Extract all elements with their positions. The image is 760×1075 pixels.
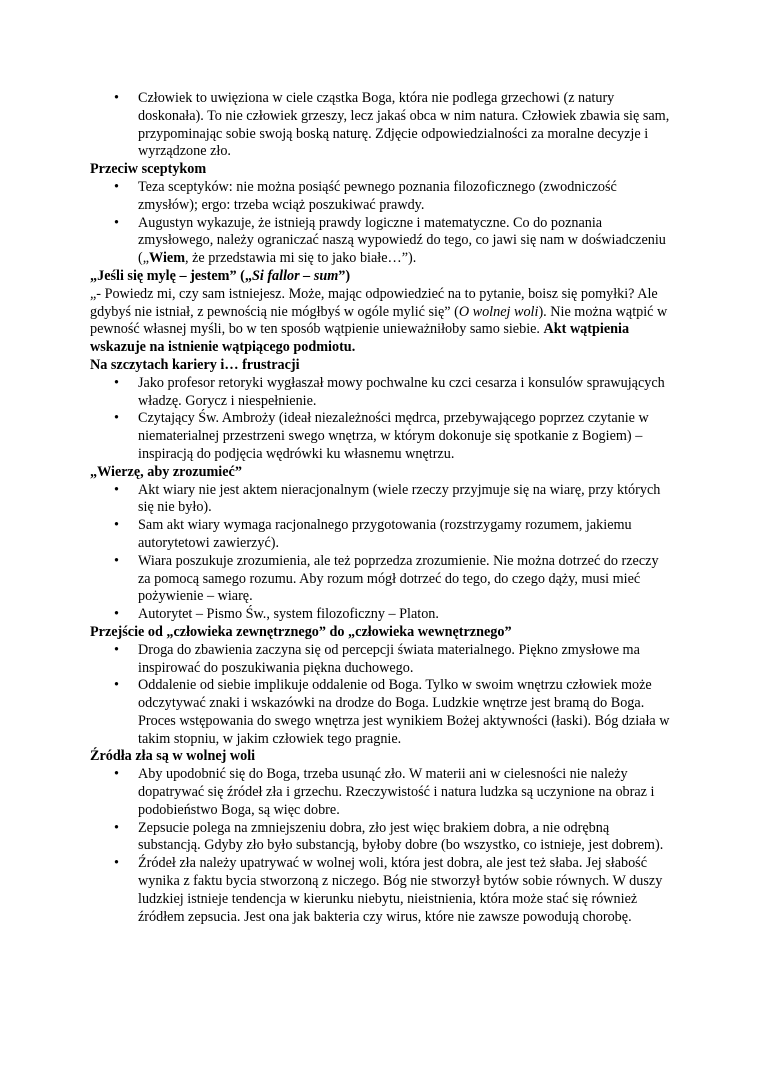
quote-text: ). Nie można wątpić w pewność własnej myśli, bo w ten sposób wątpienie unieważniłoby samo siebie.	[90, 303, 668, 338]
bullet-list	[90, 766, 672, 926]
list-item: • Jako profesor retoryki wygłaszał mowy pochwalne ku czci cesarza i konsulów sprawujących władzę. Gorycz i niespełnienie.	[90, 375, 672, 411]
list-item	[90, 215, 672, 268]
list-item: • Aby upodobnić się do Boga, trzeba usunąć zło. W materii ani w cielesności nie należy dopatrywać się źródeł zła i grzechu. Rzeczywistość i natura ludzka są uczynione na obraz i podobieństwo Boga, są więc dobre.	[90, 766, 672, 819]
bullet-list	[90, 90, 672, 161]
list-item: • Źródeł zła należy upatrywać w wolnej woli, która jest dobra, ale jest też słaba. Jej słabość wynika z faktu bycia stworzoną z niczego. Bóg nie stworzył bytów sobie równych. W duszy ludzkiej istnieje tendencja w kierunku niebytu, nieistnienia, która może stać się również źródłem zepsucia. Jest ona jak bakteria czy wirus, które nie zawsze powodują chorobę.	[90, 855, 672, 926]
list-item: • Akt wiary nie jest aktem nieracjonalnym (wiele rzeczy przyjmuje się na wiarę, przy których się nie było).	[90, 482, 672, 518]
heading-italic-text: Si fallor – sum	[251, 267, 339, 284]
section-heading: Przeciw sceptykom	[90, 161, 207, 178]
bullet-list	[90, 375, 672, 464]
quote-bold-text: Akt wątpienia wskazuje na istnienie wątpiącego podmiotu.	[90, 321, 630, 356]
bullet-list	[90, 642, 672, 749]
document-page	[90, 90, 672, 926]
heading-text: ”)	[338, 267, 351, 284]
list-item: • Droga do zbawienia zaczyna się od percepcji świata materialnego. Piękno zmysłowe ma inspirować do poszukiwania piękna duchowego.	[90, 642, 672, 678]
list-item: • Autorytet – Pismo Św., system filozoficzny – Platon.	[90, 606, 672, 624]
section-heading	[90, 268, 672, 286]
bullet-list	[90, 482, 672, 624]
list-item: • Teza sceptyków: nie można posiąść pewnego poznania filozoficznego (zwodniczość zmysłów); ergo: trzeba wciąż poszukiwać prawdy.	[90, 179, 672, 215]
section-heading: „Wierzę, aby zrozumieć”	[90, 463, 242, 480]
list-item: • Czytający Św. Ambroży (ideał niezależności mędrca, przebywającego poprzez czytanie w niematerialnej przestrzeni swego wnętrza, w którym dokonuje się spotkanie z Bogiem) – inspiracją do podjęcia wędrówki ku własnemu wnętrzu.	[90, 410, 672, 463]
section-heading: Przejście od „człowieka zewnętrznego” do „człowieka wewnętrznego”	[90, 623, 512, 640]
heading-text: „Jeśli się mylę – jestem” („	[90, 267, 252, 284]
list-item: • Oddalenie od siebie implikuje oddalenie od Boga. Tylko w swoim wnętrzu człowiek może odczytywać znaki i wskazówki na drodze do Boga. Ludzkie wnętrze jest bramą do Boga. Proces wstępowania do swego wnętrza jest wynikiem Bożej aktywności (łaski). Bóg działa w takim stopniu, w jakim człowiek tego pragnie.	[90, 677, 672, 748]
item-bold-text: Wiem	[149, 250, 186, 267]
bullet-list	[90, 179, 672, 268]
list-item: • Zepsucie polega na zmniejszeniu dobra, zło jest więc brakiem dobra, a nie odrębną substancją. Gdyby zło było substancją, byłoby dobre (bo wszystko, co istnieje, jest dobrem).	[90, 820, 672, 856]
list-item: • Człowiek to uwięziona w ciele cząstka Boga, która nie podlega grzechowi (z natury doskonała). To nie człowiek grzeszy, lecz jakaś obca w nim natura. Człowiek zbawia się sam, przypominając sobie swoją boską naturę. Zdjęcie odpowiedzialności za moralne decyzje i wyrządzone zło.	[90, 90, 672, 161]
quote-paragraph	[90, 286, 672, 357]
item-text: , że przedstawia mi się to jako białe…”).	[185, 250, 417, 267]
list-item: • Sam akt wiary wymaga racjonalnego przygotowania (rozstrzygamy rozumem, jakiemu autorytetowi zawierzyć).	[90, 517, 672, 553]
quote-text: „- Powiedz mi, czy sam istniejesz. Może, mając odpowiedzieć na to pytanie, boisz się pomyłki? Ale gdybyś nie istniał, z pewnością nie mógłbyś w ogóle mylić się” (	[90, 285, 658, 320]
item-text: Augustyn wykazuje, że istnieją prawdy logiczne i matematyczne. Co do poznania zmysłowego, należy ograniczać naszą wypowiedź do tego, co jawi się nam w doświadczeniu („	[138, 214, 666, 267]
section-heading: Na szczytach kariery i… frustracji	[90, 356, 300, 373]
list-item: • Wiara poszukuje zrozumienia, ale też poprzedza zrozumienie. Nie można dotrzeć do rzeczy za pomocą samego rozumu. Aby rozum mógł dotrzeć do tego, do czego dąży, musi mieć pożywienie – wiarę.	[90, 553, 672, 606]
quote-source: O wolnej woli	[458, 303, 539, 320]
section-heading: Źródła zła są w wolnej woli	[90, 748, 256, 765]
